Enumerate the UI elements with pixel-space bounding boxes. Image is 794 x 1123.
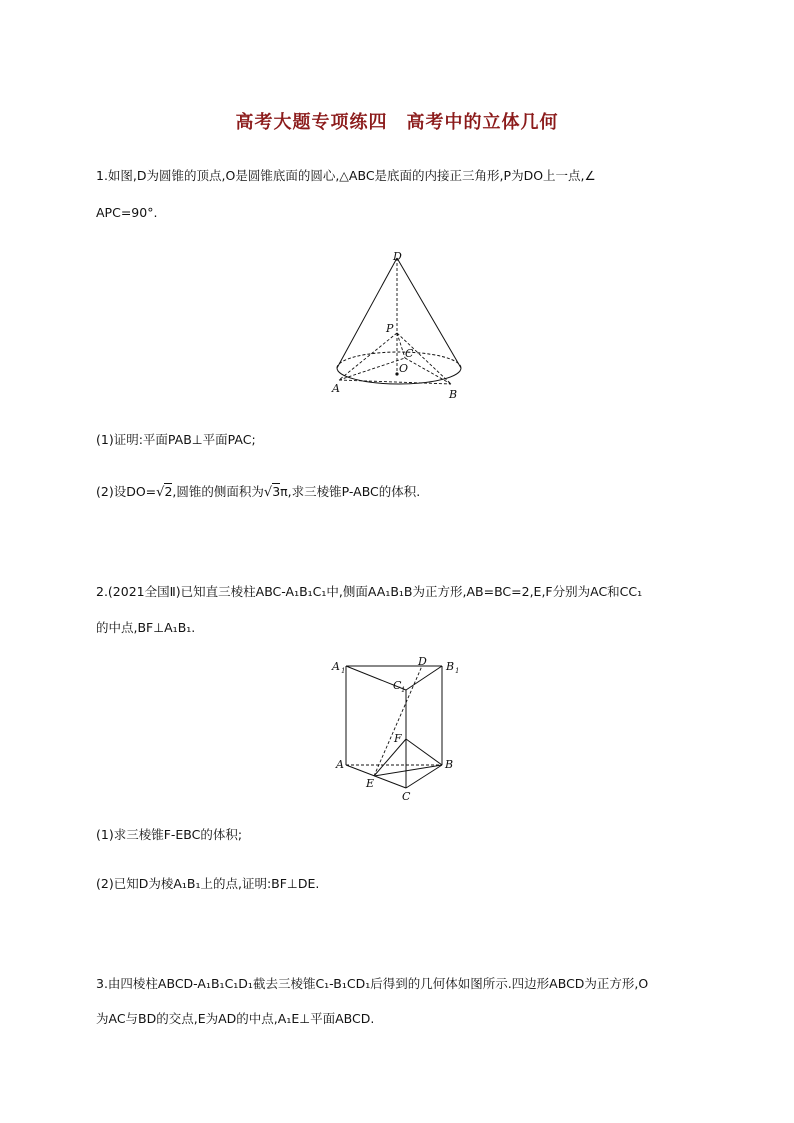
sqrt-icon: √ <box>263 485 273 500</box>
q1-stem-line1: 1.如图,D为圆锥的顶点,O是圆锥底面的圆心,△ABC是底面的内接正三角形,P为DO上一点,∠ <box>96 168 596 183</box>
edge-AB <box>339 380 451 384</box>
label-P: P <box>386 322 394 335</box>
label-O: O <box>399 362 409 375</box>
label-C: C <box>405 347 414 360</box>
q1-stem-line2: APC=90°. <box>96 205 158 220</box>
label-D: D <box>393 250 402 263</box>
label-A: A <box>336 758 344 771</box>
q3-stem-line2: 为AC与BD的交点,E为AD的中点,A₁E⊥平面ABCD. <box>96 1011 375 1026</box>
q2-part1: (1)求三棱锥F-EBC的体积; <box>96 827 243 842</box>
cone-slant-left <box>337 258 397 368</box>
label-D: D <box>418 655 427 668</box>
sqrt-icon: √ <box>156 485 165 500</box>
label-C: C <box>402 790 411 803</box>
label-A: A <box>332 382 340 395</box>
q1-part2-text-b: ,圆锥的侧面积为 <box>172 484 264 499</box>
page-title: 高考大题专项练四 高考中的立体几何 <box>235 112 559 133</box>
label-F: F <box>394 732 402 745</box>
label-B1-sub: 1 <box>455 667 460 675</box>
label-C1-sub: 1 <box>401 686 406 694</box>
label-C1: C <box>393 679 402 692</box>
label-A1-sub: 1 <box>341 667 346 675</box>
q1-part1: (1)证明:平面PAB⊥平面PAC; <box>96 432 256 447</box>
q2-prism-figure <box>330 654 470 804</box>
q2-stem-line2: 的中点,BF⊥A₁B₁. <box>96 620 196 635</box>
label-E: E <box>366 777 375 790</box>
label-B1: B <box>446 660 455 673</box>
label-A1: A <box>332 660 340 673</box>
sqrt-radicand-2: 2 <box>164 484 173 499</box>
q1-part2 <box>96 484 420 501</box>
q2-stem-line1: 2.(2021全国Ⅱ)已知直三棱柱ABC-A₁B₁C₁中,侧面AA₁B₁B为正方形,AB=BC=2,E,F分别为AC和CC₁ <box>96 584 643 599</box>
edge-PA <box>339 333 397 380</box>
label-B: B <box>449 388 458 401</box>
q2-part2: (2)已知D为棱A₁B₁上的点,证明:BF⊥DE. <box>96 876 320 891</box>
edge-AC <box>339 358 405 380</box>
q1-part2-text-a: (2)设DO= <box>96 484 157 499</box>
sqrt-radicand-3: 3 <box>272 484 281 499</box>
q1-cone-figure <box>325 248 475 406</box>
q1-part2-text-c: π,求三棱锥P-ABC的体积. <box>280 484 421 499</box>
label-B: B <box>445 758 454 771</box>
q3-stem-line1: 3.由四棱柱ABCD-A₁B₁C₁D₁截去三棱锥C₁-B₁CD₁后得到的几何体如图所示.四边形ABCD为正方形,O <box>96 976 649 991</box>
